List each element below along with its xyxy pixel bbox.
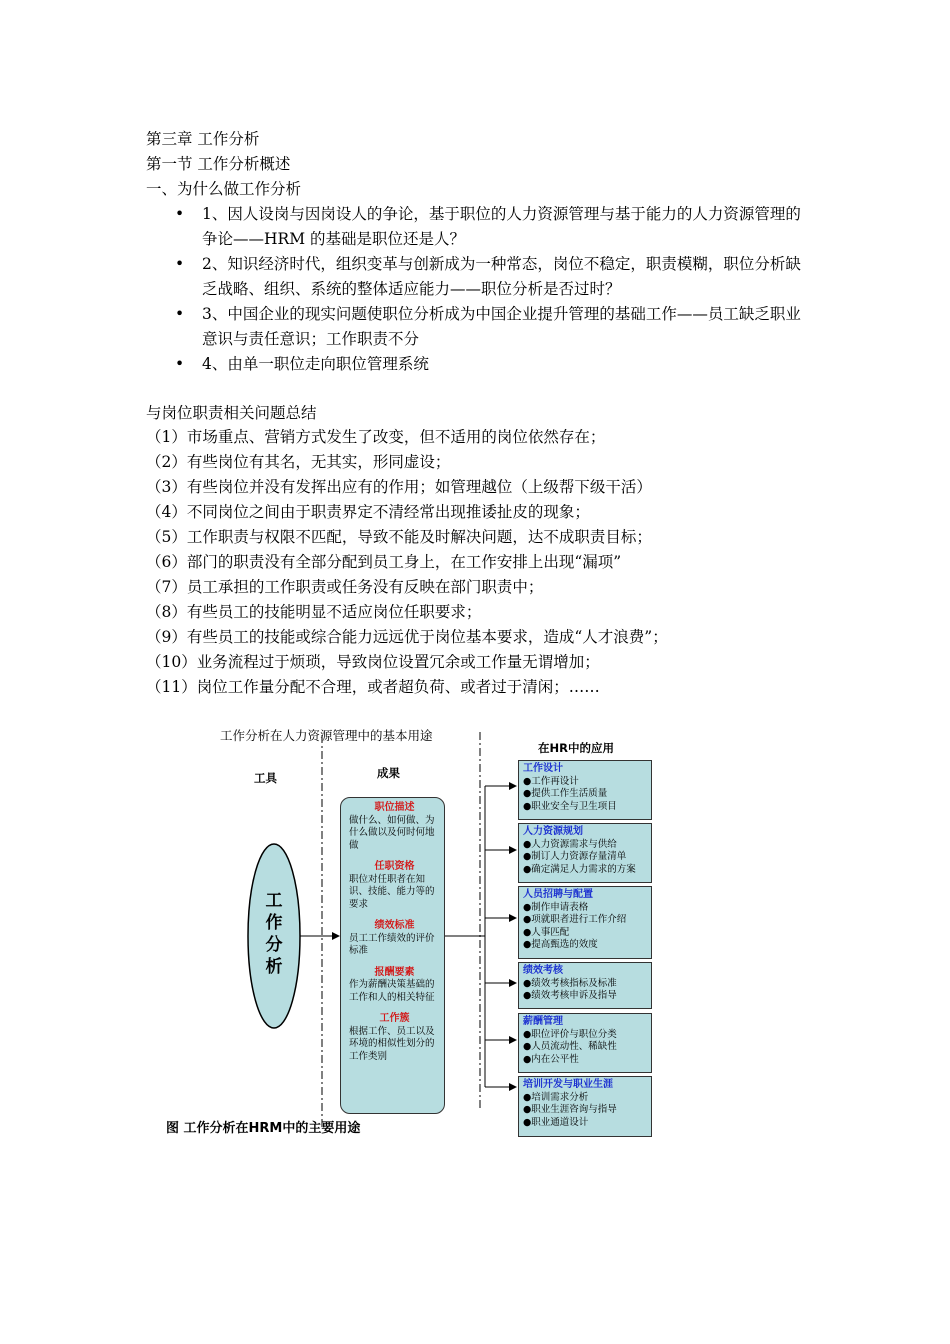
tool-label: 工 作 分 析 xyxy=(265,891,283,977)
section-title: 第一节 工作分析概述 xyxy=(146,155,291,173)
issue-line: （11）岗位工作量分配不合理，或者超负荷、或者过于清闲；…… xyxy=(146,678,600,696)
bullet-text: 2、知识经济时代，组织变革与创新成为一种常态，岗位不稳定，职责模糊，职位分析缺乏战略、组织、系统的整体适应能力——职位分析是否过时？ xyxy=(202,255,801,298)
issue-line: （8）有些员工的技能明显不适应岗位任职要求； xyxy=(146,603,482,621)
bullet-dot-icon: • xyxy=(175,305,185,323)
issue-line: （1）市场重点、营销方式发生了改变，但不适用的岗位依然存在； xyxy=(146,428,606,446)
app-box-performance: 绩效考核 ●绩效考核指标及标准 ●绩效考核申诉及指导 xyxy=(518,962,652,1009)
result-item: 报酬要素 作为薪酬决策基础的工作和人的相关特征 xyxy=(349,966,435,1003)
bullet-dot-icon: • xyxy=(175,205,185,223)
issue-line: （10）业务流程过于烦琐，导致岗位设置冗余或工作量无谓增加； xyxy=(146,653,600,671)
bullet-dot-icon: • xyxy=(175,255,185,273)
col-header-result: 成果 xyxy=(377,766,400,780)
diagram-top-title: 工作分析在人力资源管理中的基本用途 xyxy=(220,728,433,743)
issue-line: （3）有些岗位并没有发挥出应有的作用；如管理越位（上级帮下级干活） xyxy=(146,478,652,496)
results-box xyxy=(340,797,445,1114)
result-item: 任职资格 职位对任职者在知识、技能、能力等的要求 xyxy=(349,861,435,910)
col-header-tool: 工具 xyxy=(254,771,277,785)
issue-line: （7）员工承担的工作职责或任务没有反映在部门职责中； xyxy=(146,578,544,596)
bullet-item xyxy=(175,302,815,352)
bullet-text: 4、由单一职位走向职位管理系统 xyxy=(202,355,429,373)
subsection-title: 一、为什么做工作分析 xyxy=(146,180,302,198)
result-item: 工作簇 根据工作、员工以及环境的相似性划分的工作类别 xyxy=(349,1013,435,1062)
app-box-recruitment: 人员招聘与配置 ●制作申请表格 ●项就职者进行工作介绍 ●人事匹配 ●提高甄选的效度 xyxy=(518,886,652,959)
app-box-training: 培训开发与职业生涯 ●培训需求分析 ●职业生涯咨询与指导 ●职业通道设计 xyxy=(518,1076,652,1137)
bullet-item xyxy=(175,202,815,252)
issue-line: （9）有些员工的技能或综合能力远远优于岗位基本要求，造成“人才浪费”； xyxy=(146,628,668,646)
hrm-usage-diagram xyxy=(150,720,670,1140)
issue-line: （2）有些岗位有其名，无其实，形同虚设； xyxy=(146,453,451,471)
issue-line: （5）工作职责与权限不匹配，导致不能及时解决问题，达不成职责目标； xyxy=(146,528,652,546)
bullet-item xyxy=(175,352,815,377)
bullet-text: 1、因人设岗与因岗设人的争论，基于职位的人力资源管理与基于能力的人力资源管理的争论——HRM 的基础是职位还是人？ xyxy=(202,205,801,248)
result-item: 职位描述 做什么、如何做、为什么做以及何时何地做 xyxy=(349,802,435,851)
bullet-text: 3、中国企业的现实问题使职位分析成为中国企业提升管理的基础工作——员工缺乏职业意识与责任意识；工作职责不分 xyxy=(202,305,801,348)
issue-line: （6）部门的职责没有全部分配到员工身上，在工作安排上出现“漏项” xyxy=(146,553,622,571)
diagram-caption: 图 工作分析在HRM中的主要用途 xyxy=(166,1121,361,1136)
bullet-item xyxy=(175,252,815,302)
app-box-hr-planning: 人力资源规划 ●人力资源需求与供给 ●制订人力资源存量清单 ●确定满足人力需求的方案 xyxy=(518,823,652,883)
bullet-dot-icon: • xyxy=(175,355,185,373)
app-box-compensation: 薪酬管理 ●职位评价与职位分类 ●人员流动性、稀缺性 ●内在公平性 xyxy=(518,1013,652,1073)
col-header-application: 在HR中的应用 xyxy=(538,741,614,755)
issue-line: （4）不同岗位之间由于职责界定不清经常出现推诿扯皮的现象； xyxy=(146,503,590,521)
app-box-job-design: 工作设计 ●工作再设计 ●提供工作生活质量 ●职业安全与卫生项目 xyxy=(518,760,652,820)
summary-title: 与岗位职责相关问题总结 xyxy=(146,404,317,422)
chapter-title: 第三章 工作分析 xyxy=(146,130,260,148)
result-item: 绩效标准 员工工作绩效的评价标准 xyxy=(349,920,435,956)
